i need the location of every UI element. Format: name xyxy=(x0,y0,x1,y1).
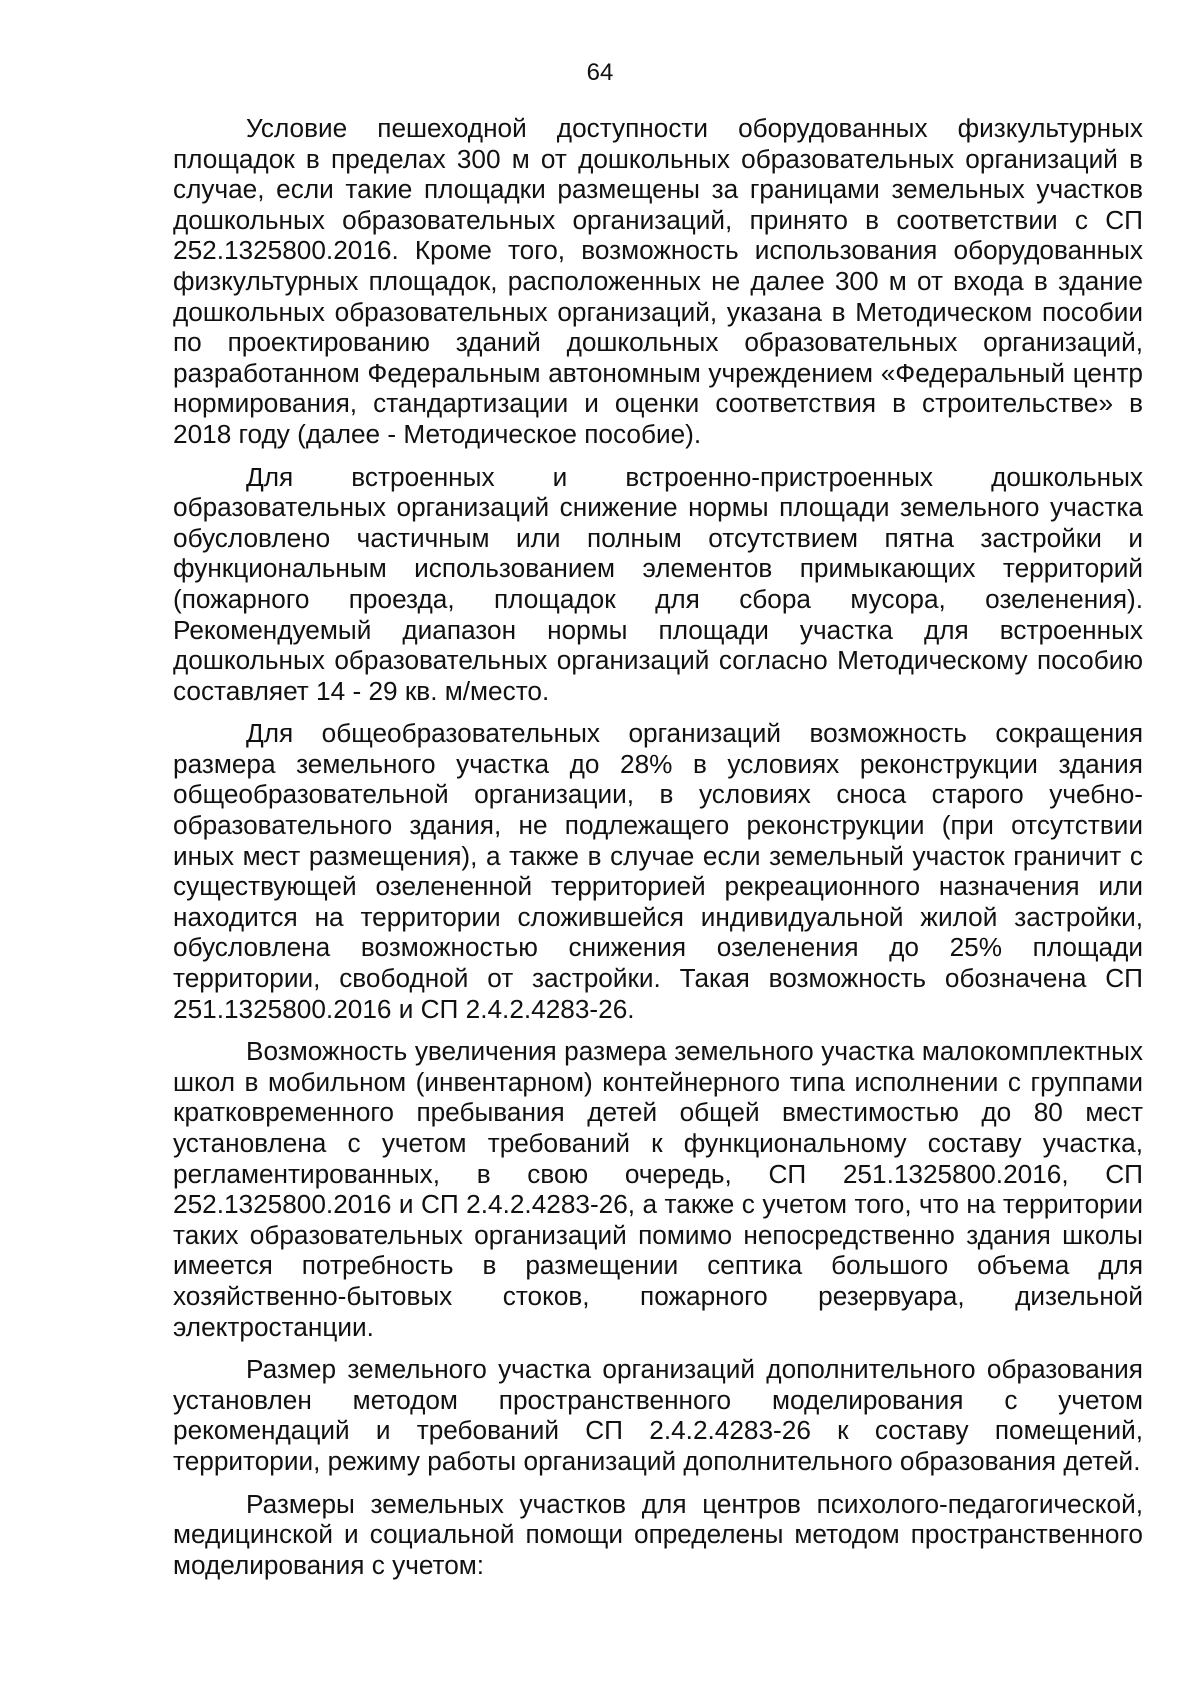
paragraph-ppms-centers: Размеры земельных участков для центров психолого-педагогической, медицинской и социальной помощи определены методом пространственного моделирования с учетом: xyxy=(173,1488,1143,1580)
paragraph-small-schools: Возможность увеличения размера земельного участка малокомплектных школ в мобильном (инвентарном) контейнерного типа исполнении с группами кратковременного пребывания детей общей вместимостью до 80 мест установлена с учетом требований к функциональному составу участка, регламентированных, в свою очередь, СП 251.1325800.2016, СП 252.1325800.2016 и СП 2.4.2.4283-26, а также с учетом того, что на территории таких образовательных организаций помимо непосредственно здания школы имеется потребность в размещении септика большого объема для хозяйственно-бытовых стоков, пожарного резервуара, дизельной электростанции. xyxy=(173,1036,1143,1342)
paragraph-sports-grounds: Условие пешеходной доступности оборудованных физкультурных площадок в пределах 300 м от дошкольных образовательных организаций в случае, если такие площадки размещены за границами земельных участков дошкольных образовательных организаций, принято в соответствии с СП 252.1325800.2016. Кроме того, возможность использования оборудованных физкультурных площадок, расположенных не далее 300 м от входа в здание дошкольных образовательных организаций, указана в Методическом пособии по проектированию зданий дошкольных образовательных организаций, разработанном Федеральным автономным учреждением «Федеральный центр нормирования, стандартизации и оценки соответствия в строительстве» в 2018 году (далее - Методическое пособие). xyxy=(173,113,1143,449)
paragraph-built-in-preschools: Для встроенных и встроенно-пристроенных дошкольных образовательных организаций снижение нормы площади земельного участка обусловлено частичным или полным отсутствием пятна застройки и функциональным использованием элементов примыкающих территорий (пожарного проезда, площадок для сбора мусора, озеленения). Рекомендуемый диапазон нормы площади участка для встроенных дошкольных образовательных организаций согласно Методическому пособию составляет 14 - 29 кв. м/место. xyxy=(173,461,1143,706)
paragraph-additional-education: Размер земельного участка организаций дополнительного образования установлен методом пространственного моделирования с учетом рекомендаций и требований СП 2.4.2.4283-26 к составу помещений, территории, режиму работы организаций дополнительного образования детей. xyxy=(173,1354,1143,1476)
page-number: 64 xyxy=(586,59,614,86)
document-body xyxy=(173,113,1143,1592)
paragraph-general-education: Для общеобразовательных организаций возможность сокращения размера земельного участка до 28% в условиях реконструкции здания общеобразовательной организации, в условиях сноса старого учебно-образовательного здания, не подлежащего реконструкции (при отсутствии иных мест размещения), а также в случае если земельный участок граничит с существующей озелененной территорией рекреационного назначения или находится на территории сложившейся индивидуальной жилой застройки, обусловлена возможностью снижения озеленения до 25% площади территории, свободной от застройки. Такая возможность обозначена СП 251.1325800.2016 и СП 2.4.2.4283-26. xyxy=(173,718,1143,1024)
